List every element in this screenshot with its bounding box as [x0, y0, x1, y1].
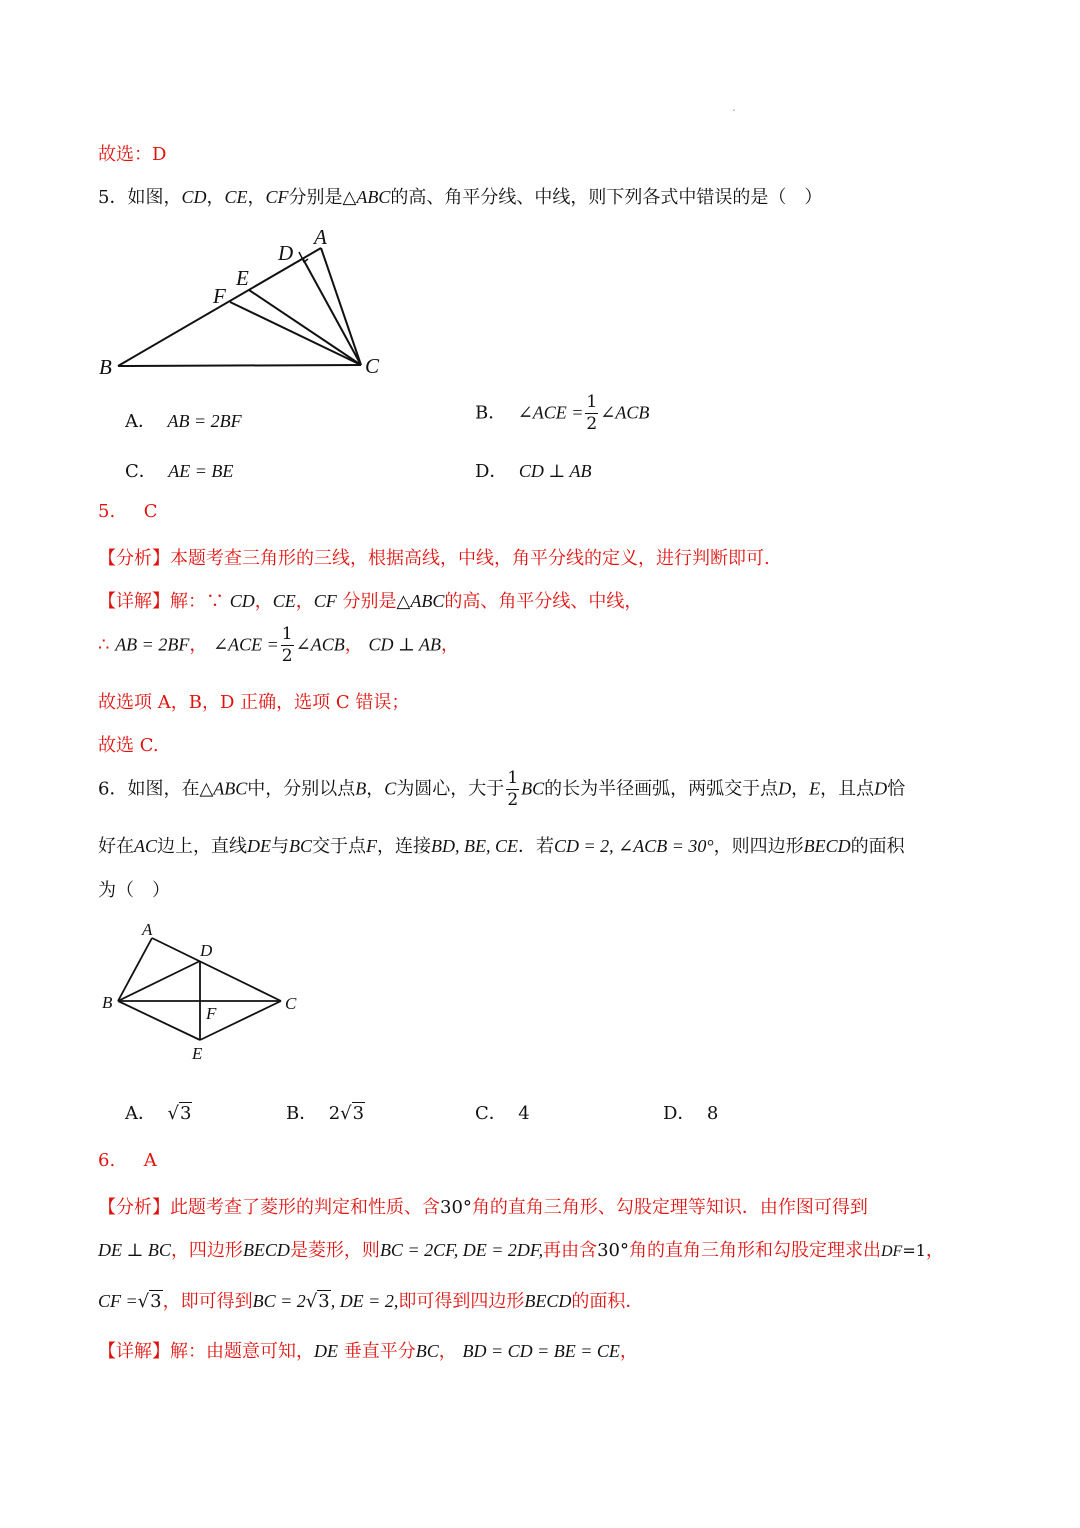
a5-equations	[98, 626, 459, 665]
q6-label-a: A	[142, 920, 153, 939]
q5-ce: CE	[224, 187, 248, 207]
text: 恰	[887, 778, 906, 800]
q5-cd: CD	[181, 187, 207, 207]
text: 的高、角平分线、中线，	[444, 591, 643, 612]
math: =1	[902, 1241, 926, 1260]
text: 边上，直线	[157, 836, 248, 857]
a5-conclusion-1: 故选项 A，B，D 正确，选项 C 错误；	[98, 692, 410, 713]
q5-option-d[interactable]	[475, 457, 592, 483]
q5-option-c[interactable]	[125, 457, 233, 483]
text: ，	[438, 1341, 457, 1362]
text: 与	[271, 836, 290, 857]
q6-label-f: F	[206, 1004, 217, 1023]
q5-segment-ac	[321, 248, 361, 365]
option-text: AE = BE	[168, 461, 234, 481]
text: 为圆心，大于	[396, 778, 505, 800]
q5-triangle: △ABC	[342, 187, 391, 207]
math: CF =	[98, 1291, 138, 1311]
denominator: 2	[281, 646, 293, 666]
math: BC = 2CF, DE = 2DF,	[379, 1240, 544, 1260]
text: 中，分别以点	[247, 778, 356, 800]
q5-text: 的高、角平分线、中线，则下列各式中错误的是（ ）	[390, 187, 823, 208]
q6-number: 6．	[98, 778, 128, 800]
option-label: A．	[125, 411, 156, 432]
math: △ABC	[396, 591, 445, 611]
text: 分别是	[342, 591, 397, 612]
text: 垂直平分	[343, 1341, 416, 1362]
q6-option-c[interactable]	[475, 1099, 530, 1125]
text: 的长为半径画弧，两弧交于点	[544, 778, 779, 800]
text: ，即可得到	[162, 1291, 253, 1312]
math: D	[778, 778, 792, 799]
q6-label-d: D	[200, 941, 213, 960]
math: BECD	[242, 1240, 290, 1260]
therefore-symbol: ∴	[98, 634, 110, 656]
radicand: 3	[179, 1103, 192, 1124]
math: BD = CD = BE = CE	[462, 1341, 620, 1361]
q6-stem-line-2	[98, 832, 905, 858]
option-label: D．	[475, 461, 508, 482]
option-label: B．	[286, 1103, 318, 1124]
math: AB = 2BF	[115, 634, 190, 655]
text: ，	[366, 778, 385, 800]
text: ．若	[518, 836, 555, 857]
text: 【分析】此题考查了菱形的判定和性质、含	[98, 1197, 440, 1218]
q6-stem-line-1	[98, 770, 905, 809]
comma: ，	[189, 634, 208, 656]
math: F	[366, 836, 378, 856]
a6-analysis-line-1	[98, 1193, 868, 1219]
q6-segment-bd	[118, 961, 200, 1001]
sqrt: √3	[137, 1291, 162, 1312]
coefficient: 2	[328, 1103, 341, 1124]
text: ，四边形	[170, 1240, 243, 1261]
math: 30°	[597, 1240, 629, 1261]
denominator: 2	[586, 414, 598, 434]
q6-figure	[96, 918, 316, 1068]
answer-number: 5.	[98, 501, 116, 522]
previous-answer: 故选：D	[98, 144, 167, 165]
math: ∠ACE =	[213, 634, 279, 655]
comma: ，	[295, 591, 314, 612]
text: ，则四边形	[713, 836, 804, 857]
denominator: 2	[507, 790, 519, 810]
text: 再由含	[543, 1240, 598, 1261]
math: AC	[134, 836, 158, 856]
option-text: ∠ACE =	[517, 402, 584, 423]
math: BECD	[803, 836, 851, 856]
q5-label-f: F	[213, 284, 226, 308]
option-label: C．	[125, 461, 157, 482]
math: CD	[229, 591, 255, 611]
q5-text: 分别是	[288, 187, 343, 208]
q6-option-a[interactable]	[125, 1099, 192, 1125]
math: BECD	[524, 1291, 572, 1311]
q6-option-d[interactable]	[663, 1099, 718, 1125]
q5-segment-cd	[303, 259, 361, 365]
text: ，且点	[820, 778, 875, 800]
option-text: 8	[706, 1103, 719, 1124]
a5-answer	[98, 501, 158, 522]
text: ，	[791, 778, 810, 800]
math: B	[355, 778, 367, 799]
q5-text: 如图，	[127, 187, 182, 208]
q5-stem	[98, 183, 822, 209]
option-text: 4	[518, 1103, 530, 1124]
math: D	[874, 778, 888, 799]
text: 的面积．	[571, 1291, 644, 1312]
text: ，	[619, 1341, 638, 1362]
a5-detail	[98, 587, 642, 613]
text: 的面积	[850, 836, 905, 857]
q5-label-b: B	[99, 355, 112, 379]
a5-analysis: 【分析】本题考查三角形的三线，根据高线，中线，角平分线的定义，进行判断即可.	[98, 548, 770, 569]
radicand: 3	[352, 1103, 365, 1124]
option-label: B．	[475, 402, 507, 424]
option-label: D．	[663, 1103, 696, 1124]
q5-segment-bc	[118, 365, 361, 366]
math: DE	[247, 836, 272, 856]
a6-answer	[98, 1150, 157, 1171]
option-text: CD ⊥ AB	[518, 461, 592, 481]
math: BD, BE, CE	[431, 836, 519, 856]
radicand: 3	[318, 1291, 330, 1312]
q5-comma: ，	[247, 187, 266, 208]
sqrt: √3	[305, 1291, 330, 1312]
q5-label-d: D	[278, 241, 294, 265]
a6-analysis-line-3	[98, 1287, 643, 1313]
math: CF	[313, 591, 337, 611]
comma: ，	[441, 634, 460, 656]
answer-number: 6.	[98, 1150, 116, 1171]
text: 交于点	[312, 836, 367, 857]
answer-choice: C	[143, 501, 158, 522]
text: 是菱形，则	[289, 1240, 380, 1261]
math: BC	[521, 778, 545, 799]
q5-option-b[interactable]	[475, 394, 649, 433]
sqrt: √3	[167, 1103, 192, 1124]
q5-segment-cf	[230, 302, 361, 365]
text: ，	[925, 1240, 944, 1261]
text: 角的直角三角形和勾股定理求出	[629, 1240, 881, 1261]
answer-choice: A	[143, 1150, 157, 1171]
math: DF	[881, 1243, 903, 1260]
q5-label-c: C	[365, 354, 380, 378]
math: 30°	[440, 1197, 472, 1218]
numerator: 1	[586, 392, 598, 412]
q5-label-a: A	[314, 225, 327, 249]
q5-segment-ce	[249, 290, 361, 365]
comma: ，	[254, 591, 273, 612]
math: BC	[415, 1341, 439, 1361]
option-text: ∠ACB	[600, 402, 650, 423]
text: 好在	[98, 836, 134, 857]
math: DE	[314, 1341, 338, 1361]
text: 如图，在	[127, 778, 200, 800]
math: BC	[289, 836, 313, 856]
a6-detail	[98, 1337, 638, 1363]
math: , DE = 2,	[330, 1291, 399, 1311]
fraction	[506, 770, 519, 809]
q6-option-b[interactable]	[286, 1099, 365, 1125]
q6-label-c: C	[285, 994, 297, 1013]
q6-segment-ac	[152, 938, 281, 1001]
math: △ABC	[199, 778, 248, 799]
q5-comma: ，	[206, 187, 225, 208]
q5-number: 5．	[98, 187, 128, 208]
numerator: 1	[281, 624, 293, 644]
text: 角的直角三角形、勾股定理等知识．由作图可得到	[471, 1197, 868, 1218]
sqrt: √3	[340, 1103, 365, 1124]
top-mark: .	[732, 100, 736, 114]
detail-label: 【详解】解：由题意可知，	[98, 1341, 314, 1362]
q6-segment-be	[118, 1001, 200, 1040]
fraction	[281, 626, 294, 665]
q6-label-e: E	[192, 1044, 203, 1063]
comma: ，	[344, 634, 363, 656]
math: CD ⊥ AB	[368, 634, 442, 655]
q6-label-b: B	[102, 993, 113, 1012]
q5-cf: CF	[265, 187, 289, 207]
radicand: 3	[150, 1291, 162, 1312]
option-label: A．	[125, 1103, 156, 1124]
a5-conclusion-2: 故选 C.	[98, 735, 159, 756]
q6-stem-line-3: 为（ ）	[98, 880, 170, 901]
text: 即可得到四边形	[398, 1291, 525, 1312]
a6-analysis-line-2	[98, 1236, 944, 1262]
math: CD = 2, ∠ACB = 30°	[554, 836, 714, 856]
q6-segment-ab	[118, 938, 152, 1001]
q5-label-e: E	[236, 266, 249, 290]
fraction	[585, 394, 598, 433]
option-label: C．	[475, 1103, 507, 1124]
math: DE ⊥ BC	[98, 1240, 171, 1260]
because-symbol: ∵	[206, 591, 224, 612]
math: C	[384, 778, 397, 799]
math: E	[809, 778, 821, 799]
math: BC = 2	[252, 1291, 306, 1311]
math: CE	[272, 591, 296, 611]
math: ∠ACB	[295, 634, 345, 655]
q5-option-a[interactable]	[125, 407, 242, 433]
detail-label: 【详解】解：	[98, 591, 206, 612]
text: ，连接	[377, 836, 432, 857]
q5-figure	[96, 222, 396, 382]
option-text: AB = 2BF	[167, 411, 242, 431]
numerator: 1	[507, 768, 519, 788]
